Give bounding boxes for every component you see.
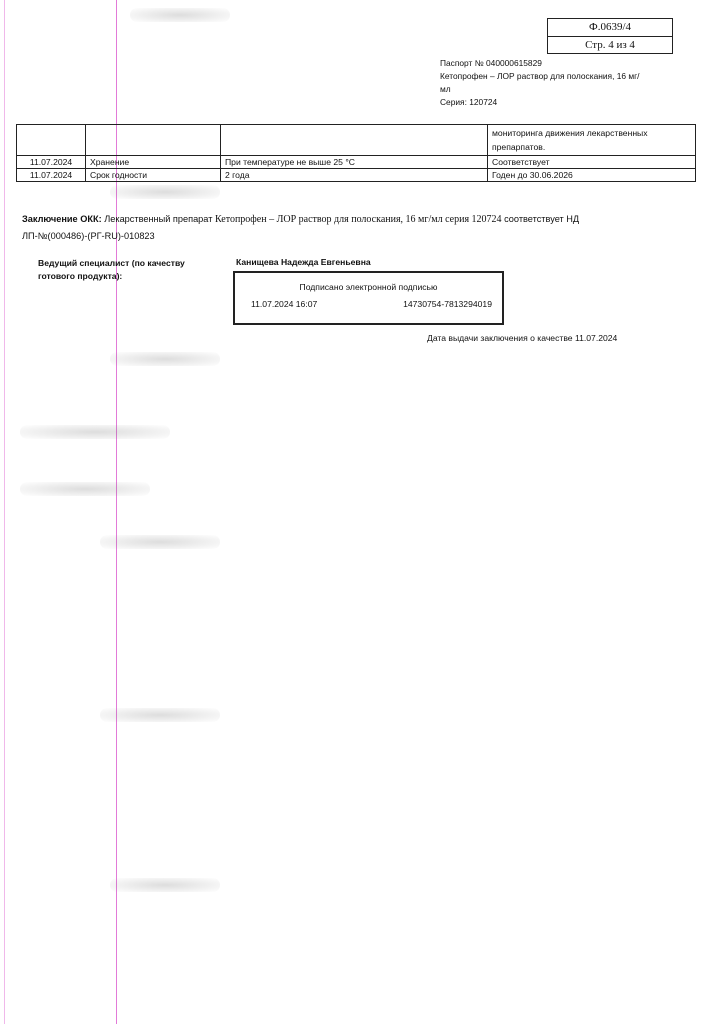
signature-number: 14730754-7813294019 — [403, 299, 492, 309]
row-date: 11.07.2024 — [17, 156, 86, 169]
electronic-signature-box — [233, 271, 504, 325]
specialist-title: Ведущий специалист (по качеству готового продукта): — [38, 258, 185, 281]
form-code: Ф.0639/4 — [548, 19, 672, 37]
table-cell — [17, 125, 86, 156]
test-results-table — [16, 124, 696, 182]
conclusion-nd-number: ЛП-№(000486)-(РГ-RU)-010823 — [22, 231, 155, 241]
passport-product: Кетопрофен – ЛОР раствор для полоскания, 16 мг/мл — [440, 71, 640, 94]
scan-edge-line — [4, 0, 5, 1024]
row-requirement: 2 года — [221, 169, 488, 182]
table-cell — [86, 125, 221, 156]
scan-smudge — [20, 425, 170, 439]
row-date: 11.07.2024 — [17, 169, 86, 182]
table-row — [17, 169, 696, 182]
row-test: Хранение — [86, 156, 221, 169]
row-result: Годен до 30.06.2026 — [488, 169, 696, 182]
scan-smudge — [110, 185, 220, 199]
table-row — [17, 125, 696, 156]
conclusion-line — [22, 211, 702, 228]
table-row — [17, 156, 696, 169]
signature-title: Подписано электронной подписью — [299, 282, 438, 292]
scan-smudge — [100, 708, 220, 722]
issue-date: Дата выдачи заключения о качестве 11.07.2024 — [427, 333, 618, 343]
scan-smudge — [110, 352, 220, 366]
passport-series: Серия: 120724 — [440, 97, 498, 107]
row-test: Срок годности — [86, 169, 221, 182]
table-cell-continuation: мониторинга движения лекарственных препарпатов. — [488, 125, 696, 156]
row-result: Соответствует — [488, 156, 696, 169]
passport-header — [440, 57, 640, 109]
table-cell — [221, 125, 488, 156]
form-code-box — [547, 18, 673, 54]
scan-smudge — [130, 8, 230, 22]
conclusion-text: Лекарственный препарат — [104, 214, 213, 224]
specialist-name: Канищева Надежда Евгеньевна — [236, 257, 371, 267]
row-requirement: При температуре не выше 25 °C — [221, 156, 488, 169]
signature-datetime: 11.07.2024 16:07 — [251, 299, 318, 309]
page-number: Стр. 4 из 4 — [585, 39, 635, 51]
scan-smudge — [110, 878, 220, 892]
conclusion-tail: соответствует НД — [504, 214, 580, 224]
conclusion-label: Заключение ОКК: — [22, 214, 102, 224]
scan-smudge — [100, 535, 220, 549]
conclusion-product: Кетопрофен – ЛОР раствор для полоскания, 16 мг/мл серия 120724 — [214, 214, 502, 225]
scan-smudge — [20, 482, 150, 496]
conclusion — [22, 211, 702, 244]
passport-number: Паспорт № 040000615829 — [440, 58, 542, 68]
